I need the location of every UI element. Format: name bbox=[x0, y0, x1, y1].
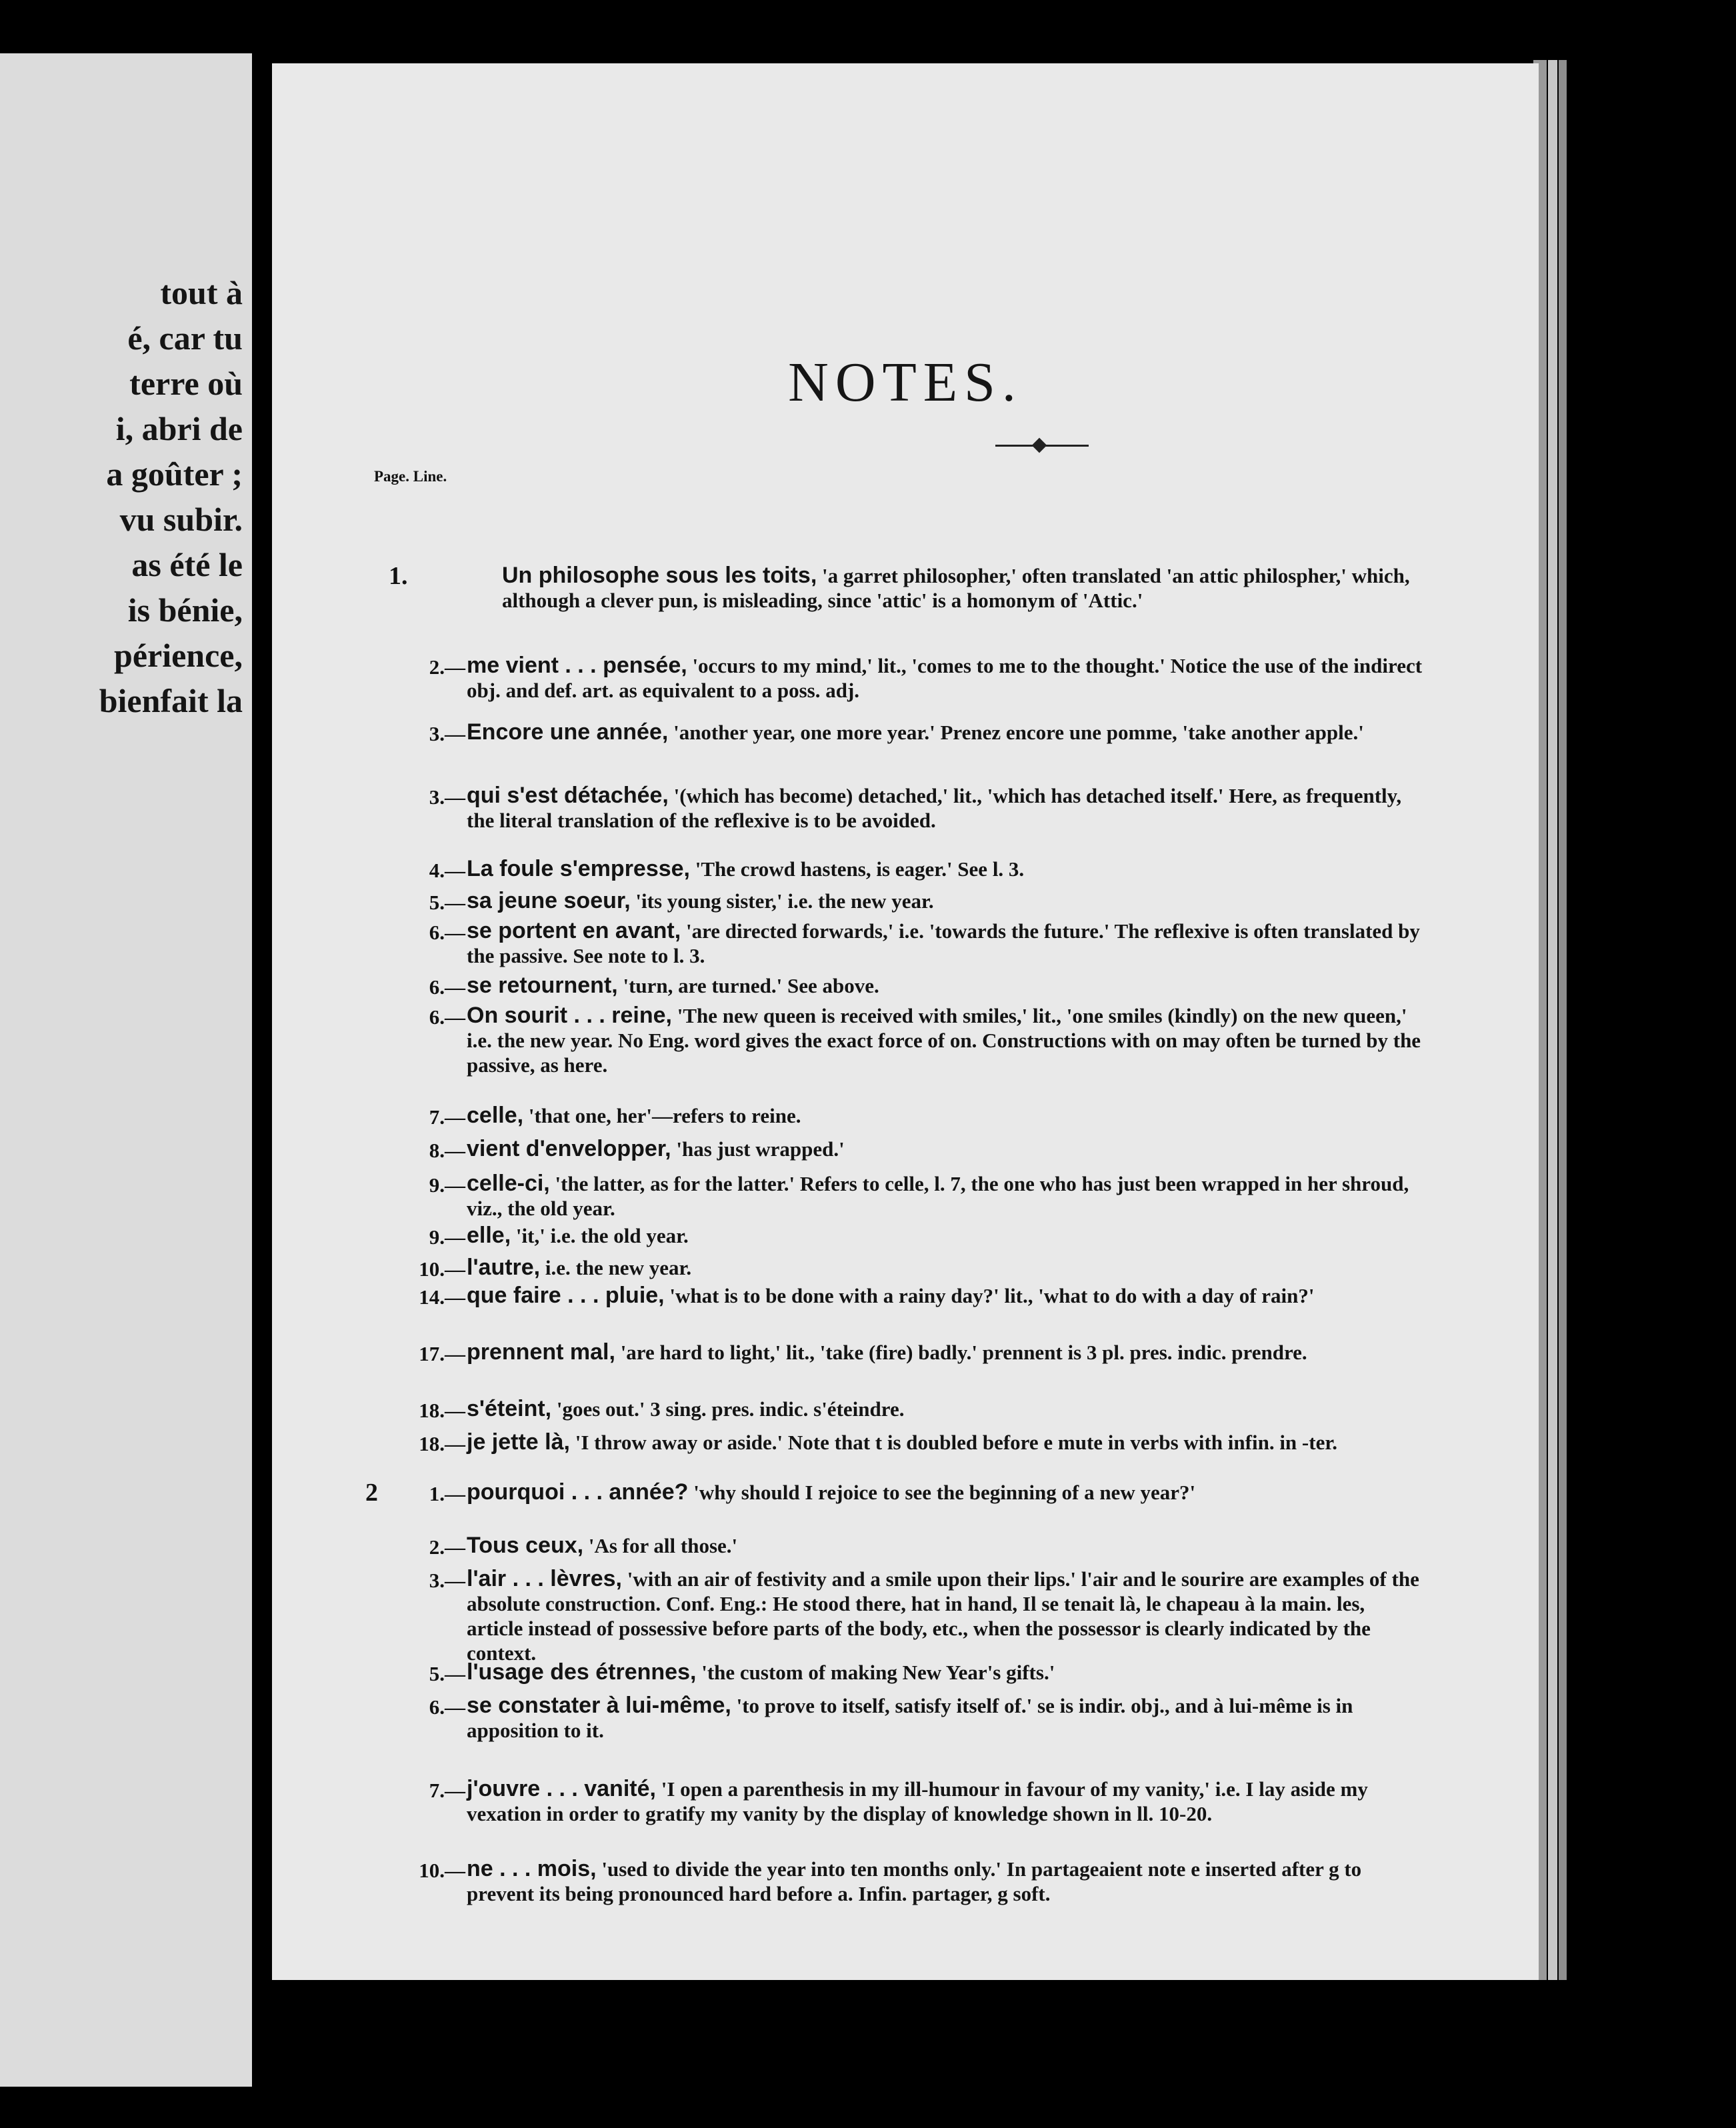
left-text-line: é, car tu bbox=[127, 319, 243, 357]
line-number: 3.— bbox=[429, 785, 465, 809]
note-lemma: ne . . . mois, bbox=[467, 1856, 597, 1881]
line-number: 4.— bbox=[429, 859, 465, 882]
note-gloss: 'are directed forwards,' i.e. 'towards the future.' The reflexive is often translated by the passive. See note to l. 3. bbox=[467, 919, 1420, 967]
line-number: 9.— bbox=[429, 1225, 465, 1249]
note-entry bbox=[467, 1567, 1423, 1665]
note-gloss: 'the custom of making New Year's gifts.' bbox=[701, 1661, 1055, 1684]
column-header: Page. Line. bbox=[374, 468, 447, 485]
note-lemma: On sourit . . . reine, bbox=[467, 1003, 672, 1028]
note-lemma: prennent mal, bbox=[467, 1339, 615, 1365]
note-entry bbox=[467, 783, 1423, 833]
note-gloss: 'why should I rejoice to see the beginning of a new year?' bbox=[693, 1481, 1196, 1504]
line-number: 17.— bbox=[419, 1342, 465, 1365]
note-gloss: 'it,' i.e. the old year. bbox=[515, 1224, 689, 1247]
note-lemma: Un philosophe sous les toits, bbox=[502, 563, 817, 588]
page-number: 1. bbox=[389, 562, 408, 590]
note-lemma: pourquoi . . . année? bbox=[467, 1479, 689, 1505]
line-number: 2.— bbox=[429, 655, 465, 679]
note-lemma: Tous ceux, bbox=[467, 1533, 584, 1558]
note-entry bbox=[467, 1857, 1423, 1906]
note-lemma: je jette là, bbox=[467, 1429, 570, 1455]
note-lemma: se portent en avant, bbox=[467, 918, 681, 943]
note-entry bbox=[467, 973, 1423, 998]
note-gloss: 'used to divide the year into ten months only.' In partageaient note e inserted after g to prevent its being pronounced hard before a. Infin. partager, g soft. bbox=[467, 1857, 1362, 1905]
page-number: 2 bbox=[365, 1479, 378, 1507]
line-number: 10.— bbox=[419, 1257, 465, 1281]
note-gloss: 'I throw away or aside.' Note that t is doubled before e mute in verbs with infin. in -ter. bbox=[575, 1431, 1337, 1454]
note-gloss: 'to prove to itself, satisfy itself of.' se is indir. obj., and à lui-même is in apposition to it. bbox=[467, 1694, 1353, 1742]
note-gloss: 'a garret philosopher,' often translated 'an attic philospher,' which, although a clever pun, is misleading, since 'attic' is a homonym of 'Attic.' bbox=[502, 564, 1410, 612]
page-title: NOTES. bbox=[788, 351, 1023, 413]
note-lemma: sa jeune soeur, bbox=[467, 888, 631, 913]
note-lemma: celle-ci, bbox=[467, 1171, 550, 1196]
note-gloss: 'The crowd hastens, is eager.' See l. 3. bbox=[695, 857, 1025, 881]
note-gloss: '(which has become) detached,' lit., 'which has detached itself.' Here, as frequently, the literal translation of the reflexive is to be avoided. bbox=[467, 784, 1402, 832]
line-number: 18.— bbox=[419, 1399, 465, 1422]
left-text-line: a goûter ; bbox=[106, 455, 243, 493]
note-entry bbox=[467, 1480, 1423, 1505]
note-entry bbox=[467, 1430, 1423, 1455]
line-number: 14.— bbox=[419, 1285, 465, 1309]
note-entry bbox=[467, 889, 1423, 913]
note-gloss: 'the latter, as for the latter.' Refers to celle, l. 7, the one who has just been wrapped in her shroud, viz., the old year. bbox=[467, 1172, 1409, 1220]
note-entry bbox=[467, 1693, 1423, 1743]
left-text-line: is bénie, bbox=[127, 591, 243, 629]
page-edge bbox=[1559, 60, 1567, 1980]
note-entry bbox=[467, 653, 1423, 703]
line-number: 9.— bbox=[429, 1173, 465, 1197]
note-gloss: 'occurs to my mind,' lit., 'comes to me to the thought.' Notice the use of the indirect obj. and def. art. as equivalent to a poss. adj. bbox=[467, 654, 1423, 702]
note-entry bbox=[502, 563, 1423, 613]
line-number: 5.— bbox=[429, 891, 465, 914]
note-gloss: i.e. the new year. bbox=[545, 1256, 692, 1279]
line-number: 7.— bbox=[429, 1779, 465, 1802]
note-lemma: que faire . . . pluie, bbox=[467, 1283, 665, 1308]
line-number: 18.— bbox=[419, 1432, 465, 1455]
note-gloss: 'are hard to light,' lit., 'take (fire) badly.' prennent is 3 pl. pres. indic. prendre. bbox=[620, 1341, 1307, 1364]
line-number: 10.— bbox=[419, 1859, 465, 1882]
left-text-line: as été le bbox=[131, 546, 243, 583]
line-number: 6.— bbox=[429, 1005, 465, 1029]
note-entry bbox=[467, 1283, 1423, 1308]
ornament-divider bbox=[995, 440, 1089, 451]
note-entry bbox=[467, 1255, 1423, 1280]
note-gloss: 'another year, one more year.' Prenez encore une pomme, 'take another apple.' bbox=[673, 721, 1364, 744]
line-number: 3.— bbox=[429, 1569, 465, 1592]
line-number: 5.— bbox=[429, 1662, 465, 1685]
note-lemma: me vient . . . pensée, bbox=[467, 653, 687, 678]
left-text-line: vu subir. bbox=[119, 501, 243, 538]
note-entry bbox=[467, 1533, 1423, 1558]
line-number: 2.— bbox=[429, 1535, 465, 1559]
note-lemma: l'autre, bbox=[467, 1255, 541, 1280]
note-gloss: 'As for all those.' bbox=[588, 1534, 738, 1557]
left-text-line: tout à bbox=[160, 274, 243, 311]
note-gloss: 'has just wrapped.' bbox=[676, 1137, 845, 1161]
line-number: 3.— bbox=[429, 722, 465, 745]
line-number: 7.— bbox=[429, 1105, 465, 1129]
page-edge bbox=[1548, 60, 1557, 1980]
note-lemma: j'ouvre . . . vanité, bbox=[467, 1776, 656, 1801]
note-entry bbox=[467, 1003, 1423, 1077]
note-lemma: l'usage des étrennes, bbox=[467, 1659, 697, 1685]
note-gloss: 'that one, her'—refers to reine. bbox=[528, 1104, 801, 1127]
notes-page bbox=[272, 63, 1539, 1980]
line-number: 6.— bbox=[429, 921, 465, 944]
note-entry bbox=[467, 1777, 1423, 1826]
note-entry bbox=[467, 720, 1423, 745]
line-number: 1.— bbox=[429, 1482, 465, 1505]
note-entry bbox=[467, 919, 1423, 968]
note-entry bbox=[467, 1137, 1423, 1161]
note-lemma: La foule s'empresse, bbox=[467, 856, 691, 881]
note-entry bbox=[467, 1397, 1423, 1421]
note-lemma: Encore une année, bbox=[467, 719, 669, 745]
line-number: 8.— bbox=[429, 1139, 465, 1162]
note-gloss: 'its young sister,' i.e. the new year. bbox=[635, 889, 934, 913]
note-entry bbox=[467, 857, 1423, 881]
note-lemma: celle, bbox=[467, 1103, 524, 1128]
line-number: 6.— bbox=[429, 975, 465, 999]
note-lemma: vient d'envelopper, bbox=[467, 1136, 671, 1161]
note-entry bbox=[467, 1660, 1423, 1685]
note-gloss: 'I open a parenthesis in my ill-humour in favour of my vanity,' i.e. I lay aside my vexation in order to gratify my vanity by the display of knowledge shown in ll. 10-20. bbox=[467, 1777, 1368, 1825]
note-entry bbox=[467, 1171, 1423, 1221]
note-lemma: l'air . . . lèvres, bbox=[467, 1566, 623, 1591]
note-gloss: 'goes out.' 3 sing. pres. indic. s'éteindre. bbox=[556, 1397, 905, 1421]
left-text-line: terre où bbox=[129, 365, 243, 402]
note-gloss: 'turn, are turned.' See above. bbox=[623, 974, 879, 997]
left-text-line: bienfait la bbox=[99, 682, 243, 719]
note-gloss: 'with an air of festivity and a smile upon their lips.' l'air and le sourire are examples of the absolute construction. Conf. Eng.: He stood there, hat in hand, Il se tenait là, le chapeau à la main. les, article instead of possessive before parts of the body, etc., when the possessor is clearly indicated by the context. bbox=[467, 1567, 1419, 1665]
line-number: 6.— bbox=[429, 1695, 465, 1719]
note-entry bbox=[467, 1223, 1423, 1248]
left-text-line: périence, bbox=[114, 637, 243, 674]
note-lemma: se constater à lui-même, bbox=[467, 1693, 731, 1718]
note-gloss: 'what is to be done with a rainy day?' lit., 'what to do with a day of rain?' bbox=[669, 1284, 1315, 1307]
left-text-line: i, abri de bbox=[115, 410, 243, 447]
note-lemma: elle, bbox=[467, 1223, 511, 1248]
note-entry bbox=[467, 1340, 1423, 1365]
note-gloss: 'The new queen is received with smiles,' lit., 'one smiles (kindly) on the new queen,' i.e. the new year. No Eng. word gives the exact force of on. Constructions with on may often be turned by the passive, as here. bbox=[467, 1004, 1421, 1077]
note-entry bbox=[467, 1103, 1423, 1128]
note-lemma: se retournent, bbox=[467, 973, 618, 998]
note-lemma: s'éteint, bbox=[467, 1396, 552, 1421]
note-lemma: qui s'est détachée, bbox=[467, 783, 669, 808]
left-facing-page bbox=[0, 53, 252, 2087]
